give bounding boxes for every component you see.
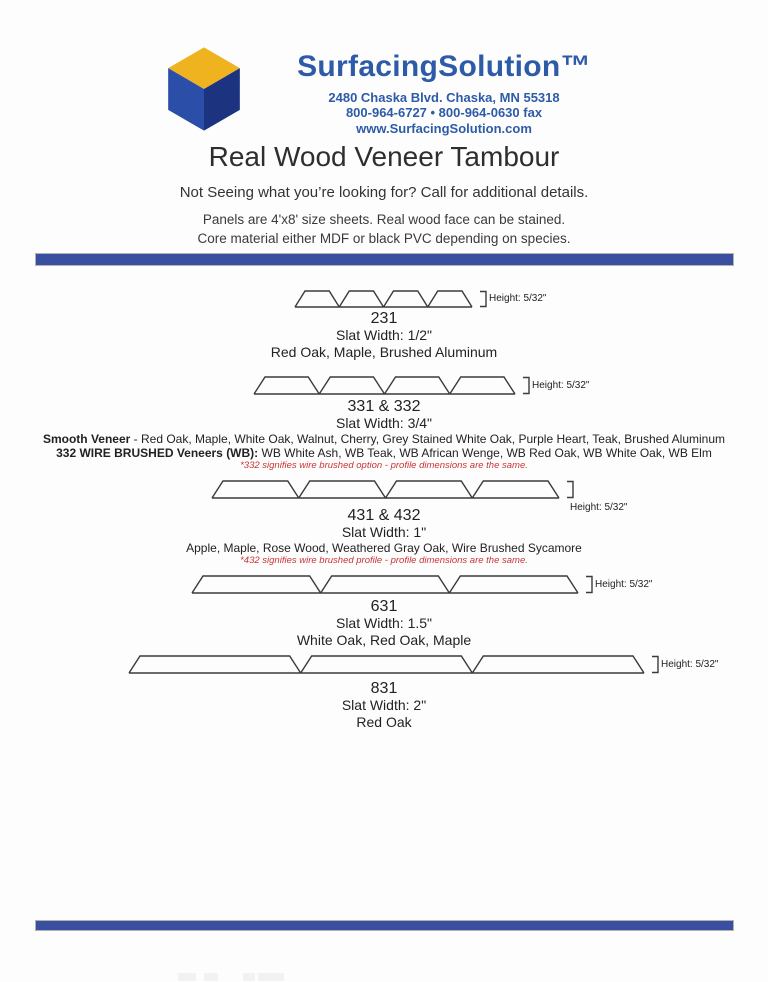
profile-species-line: 332 WIRE BRUSHED Veneers (WB): WB White Ash, WB Teak, WB African Wenge, WB Red Oak, WB White Oak, WB Elm (56, 446, 712, 460)
height-dimension-label: Height: 5/32" (532, 380, 590, 391)
height-dimension-label: Height: 5/32" (489, 293, 547, 304)
profile-wire-brushed-note: *432 signifies wire brushed profile - profile dimensions are the same. (240, 555, 528, 566)
height-dimension-label: Height: 5/32" (570, 502, 628, 513)
company-header (250, 52, 638, 136)
profile-model-number: 331 & 332 (347, 398, 421, 415)
company-name: SurfacingSolution™ (297, 50, 591, 83)
profile-model-number: 631 (370, 598, 398, 615)
profile-slat-width: Slat Width: 3/4" (335, 415, 432, 431)
divider-bar-top (35, 253, 734, 266)
intro-line: Core material either MDF or black PVC depending on species. (197, 231, 571, 246)
height-dimension-label: Height: 5/32" (595, 579, 653, 590)
profile-slat-width: Slat Width: 1.5" (335, 615, 432, 631)
profile-text-331-332 (0, 398, 768, 472)
profile-text-231 (0, 310, 768, 360)
profile-model-number: 231 (370, 310, 398, 327)
profile-species-line: Smooth Veneer - Red Oak, Maple, White Oak, Walnut, Cherry, Grey Stained White Oak, Purple Heart, Teak, Brushed Aluminum (42, 432, 726, 446)
profile-drawing-231 (294, 290, 497, 310)
company-address: 2480 Chaska Blvd. Chaska, MN 55318 (328, 90, 560, 105)
footer-faint-marks (0, 973, 768, 982)
profile-drawing-631 (191, 575, 603, 596)
profile-text-431-432 (0, 507, 768, 567)
profile-species-line: Red Oak, Maple, Brushed Aluminum (270, 344, 498, 360)
intro-line: Panels are 4'x8' size sheets. Real wood face can be stained. (202, 212, 566, 227)
profile-slat-width: Slat Width: 2" (341, 697, 427, 713)
company-website: www.SurfacingSolution.com (356, 120, 532, 136)
company-cube-logo-icon (162, 44, 246, 134)
species-line-bold-prefix: 332 WIRE BRUSHED Veneers (WB): (56, 446, 259, 460)
species-line-bold-prefix: Smooth Veneer (42, 432, 131, 446)
profile-drawing-331-332 (253, 376, 540, 397)
profile-species-line: Red Oak (356, 714, 412, 730)
profile-model-number: 431 & 432 (347, 507, 421, 524)
profile-drawing-831 (128, 655, 669, 676)
profile-model-number: 831 (370, 680, 398, 697)
height-dimension-label: Height: 5/32" (661, 659, 719, 670)
page-title: Real Wood Veneer Tambour (208, 141, 560, 172)
profile-drawing-431-432 (211, 480, 584, 501)
company-phone: 800-964-6727 • 800-964-0630 fax (345, 105, 543, 121)
profile-text-631 (0, 598, 768, 648)
profile-species-line: Apple, Maple, Rose Wood, Weathered Gray Oak, Wire Brushed Sycamore (186, 541, 582, 555)
profile-text-831 (0, 680, 768, 730)
divider-bar-bottom (35, 920, 734, 931)
profile-slat-width: Slat Width: 1" (341, 524, 427, 540)
profile-species-line: White Oak, Red Oak, Maple (296, 632, 472, 648)
profile-slat-width: Slat Width: 1/2" (335, 327, 432, 343)
profile-wire-brushed-note: *332 signifies wire brushed option - profile dimensions are the same. (240, 460, 528, 471)
page-subtitle: Not Seeing what you’re looking for? Call for additional details. (179, 184, 589, 201)
